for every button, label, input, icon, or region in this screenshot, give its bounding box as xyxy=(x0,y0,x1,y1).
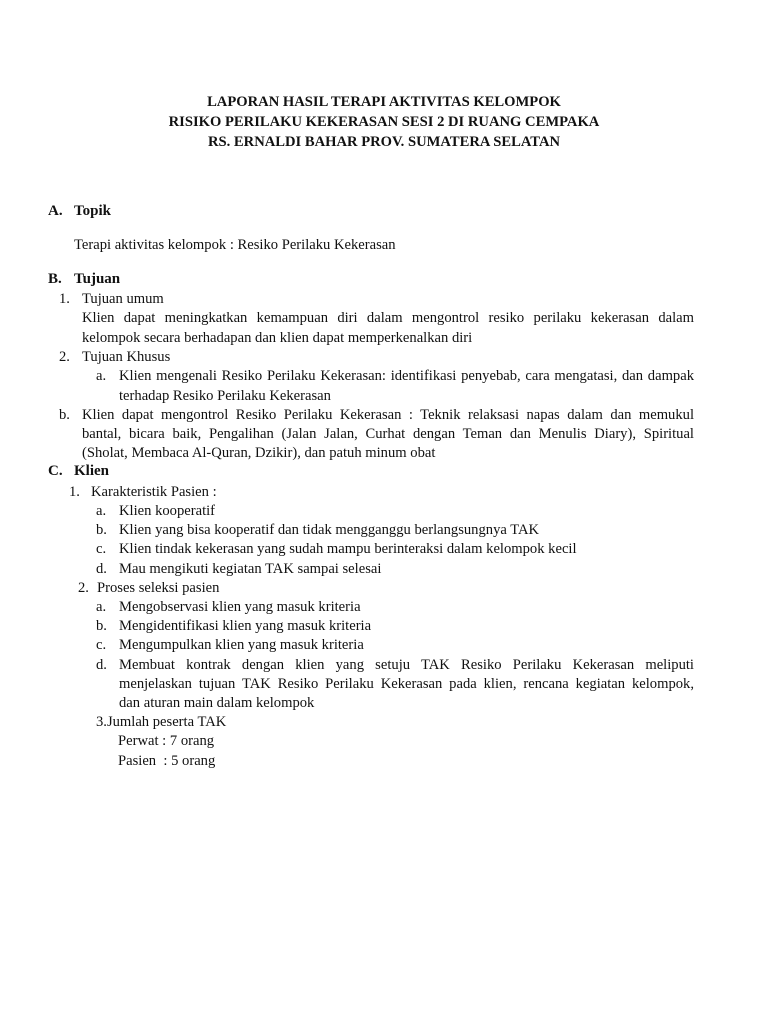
c-item-1-sub-marker: b. xyxy=(96,522,107,538)
section-c-heading: Klien xyxy=(74,463,110,479)
c-item-2-sub-marker: c. xyxy=(96,637,107,653)
b-item-b-line-2: bantal, bicara baik, Pengalihan (Jalan Jalan, Curhat dengan Teman dan Menulis Diary), Spiritual xyxy=(82,426,694,442)
c-item-1-sub-text: Mau mengikuti kegiatan TAK sampai selesai xyxy=(119,561,382,577)
report-title-line-3: RS. ERNALDI BAHAR PROV. SUMATERA SELATAN xyxy=(207,134,561,150)
c-item-1-sub-marker: c. xyxy=(96,541,107,557)
b-item-1-label: Tujuan umum xyxy=(82,291,164,307)
c-item-3-perwat: Perwat : 7 orang xyxy=(118,733,215,749)
c-item-2-sub-text: Mengidentifikasi klien yang masuk kriteria xyxy=(119,618,372,634)
section-b-marker: B. xyxy=(48,271,62,287)
c-item-2-sub-d-line-2: menjelaskan tujuan TAK Resiko Perilaku Kekerasan pada klien, rencana kegiatan kelompok, xyxy=(119,676,694,692)
c-item-2-sub-d-line-3: dan aturan main dalam kelompok xyxy=(119,695,315,711)
section-a-heading: Topik xyxy=(74,203,111,219)
c-item-1-sub-marker: d. xyxy=(96,561,107,577)
c-item-2-sub-marker: b. xyxy=(96,618,107,634)
c-item-1-marker: 1. xyxy=(69,484,80,500)
b-item-2-sub-a-marker: a. xyxy=(96,368,107,384)
c-item-1-sub-text: Klien tindak kekerasan yang sudah mampu berinteraksi dalam kelompok kecil xyxy=(119,541,577,557)
c-item-1-sub-text: Klien yang bisa kooperatif dan tidak mengganggu berlangsungnya TAK xyxy=(119,522,540,538)
c-item-2-marker: 2. xyxy=(78,580,89,596)
c-item-1-sub-text: Klien kooperatif xyxy=(119,503,216,519)
b-item-1-line-2: kelompok secara berhadapan dan klien dapat memperkenalkan diri xyxy=(82,330,473,346)
c-item-3-pasien: Pasien : 5 orang xyxy=(118,753,216,769)
section-a-text: Terapi aktivitas kelompok : Resiko Perilaku Kekerasan xyxy=(74,237,396,253)
c-item-2-sub-marker: a. xyxy=(96,599,107,615)
b-item-2-sub-a-line-2: terhadap Resiko Perilaku Kekerasan xyxy=(119,388,331,404)
b-item-1-marker: 1. xyxy=(59,291,70,307)
b-item-b-marker: b. xyxy=(59,407,70,423)
c-item-2-sub-d-line-1: Membuat kontrak dengan klien yang setuju TAK Resiko Perilaku Kekerasan meliputi xyxy=(119,657,694,673)
c-item-2-sub-d-marker: d. xyxy=(96,657,107,673)
c-item-2-sub-text: Mengobservasi klien yang masuk kriteria xyxy=(119,599,361,615)
b-item-2-marker: 2. xyxy=(59,349,70,365)
section-c-marker: C. xyxy=(48,463,63,479)
report-title-line-1: LAPORAN HASIL TERAPI AKTIVITAS KELOMPOK xyxy=(207,94,561,110)
section-a-marker: A. xyxy=(48,203,63,219)
report-title-line-2: RISIKO PERILAKU KEKERASAN SESI 2 DI RUANG CEMPAKA xyxy=(168,114,600,130)
c-item-2-sub-text: Mengumpulkan klien yang masuk kriteria xyxy=(119,637,364,653)
b-item-1-line-1: Klien dapat meningkatkan kemampuan diri dalam mengontrol resiko perilaku kekerasan dalam xyxy=(82,310,694,326)
c-item-2-label: Proses seleksi pasien xyxy=(97,580,220,596)
c-item-3-label: 3.Jumlah peserta TAK xyxy=(96,714,227,730)
b-item-b-line-3: (Sholat, Membaca Al-Quran, Dzikir), dan patuh minum obat xyxy=(82,445,436,461)
b-item-2-label: Tujuan Khusus xyxy=(82,349,171,365)
b-item-b-line-1: Klien dapat mengontrol Resiko Perilaku Kekerasan : Teknik relaksasi napas dalam dan memukul xyxy=(82,407,694,423)
section-b-heading: Tujuan xyxy=(74,271,121,287)
c-item-1-label: Karakteristik Pasien : xyxy=(91,484,217,500)
c-item-1-sub-marker: a. xyxy=(96,503,107,519)
b-item-2-sub-a-line-1: Klien mengenali Resiko Perilaku Kekerasan: identifikasi penyebab, cara mengatasi, dan dampak xyxy=(119,368,694,384)
